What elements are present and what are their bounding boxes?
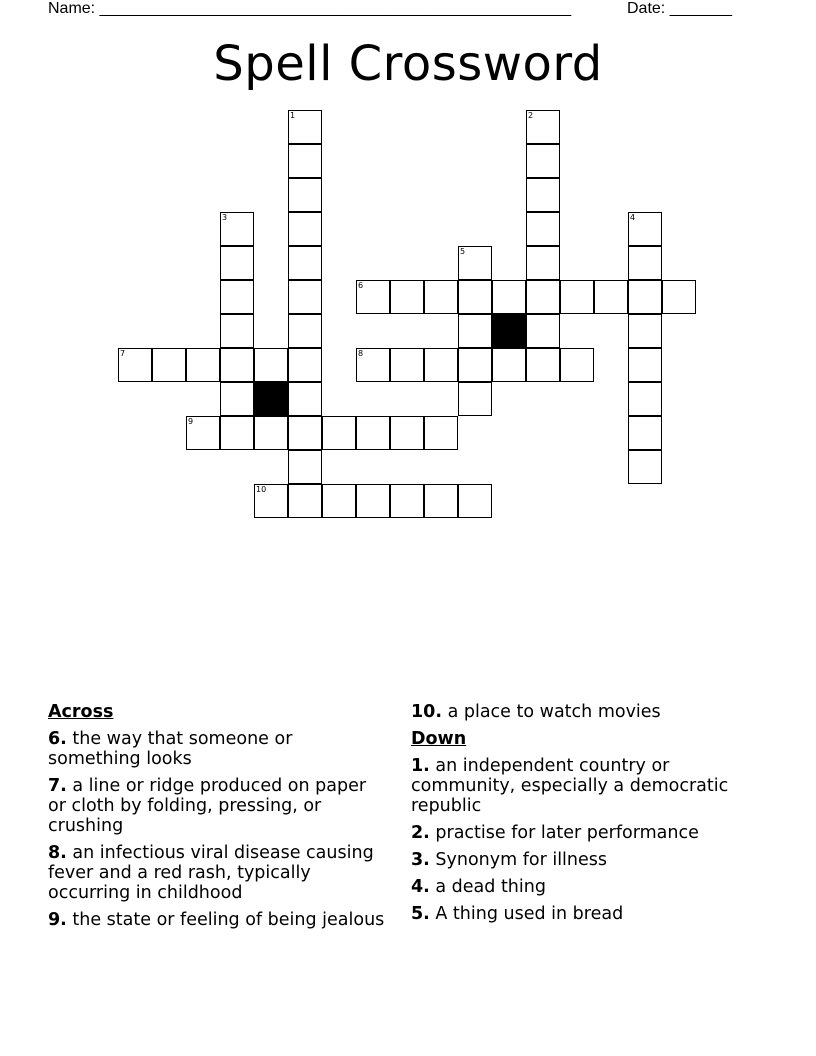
clue-number: 5 [460, 247, 466, 256]
grid-cell[interactable] [526, 280, 560, 314]
grid-cell[interactable] [356, 484, 390, 518]
clue-down-3: 3. Synonym for illness [411, 850, 608, 870]
clue-number: 6 [358, 281, 364, 290]
clue-number: 8 [358, 349, 364, 358]
grid-cell-6[interactable] [356, 280, 390, 314]
clue-across-10: 10. a place to watch movies [411, 702, 661, 722]
grid-cell[interactable] [288, 450, 322, 484]
grid-cell[interactable] [458, 280, 492, 314]
clue-down-1: 1. an independent country or community, especially a democratic republic [411, 756, 729, 816]
grid-cell[interactable] [628, 246, 662, 280]
grid-cell[interactable] [560, 280, 594, 314]
grid-cell[interactable] [628, 382, 662, 416]
grid-cell[interactable] [628, 314, 662, 348]
grid-cell[interactable] [220, 280, 254, 314]
clue-down-2: 2. practise for later performance [411, 823, 699, 843]
grid-cell[interactable] [390, 348, 424, 382]
clue-down-4: 4. a dead thing [411, 877, 546, 897]
clue-number: 3 [222, 213, 228, 222]
clue-number: 2 [528, 111, 534, 120]
grid-cell[interactable] [492, 348, 526, 382]
clue-across-8: 8. an infectious viral disease causing fever and a red rash, typically occurring in childhood [48, 843, 374, 903]
grid-cell[interactable] [288, 246, 322, 280]
grid-cell[interactable] [288, 484, 322, 518]
grid-cell[interactable] [288, 144, 322, 178]
grid-cell[interactable] [628, 280, 662, 314]
grid-cell[interactable] [390, 416, 424, 450]
grid-cell[interactable] [288, 382, 322, 416]
grid-cell[interactable] [288, 348, 322, 382]
grid-cell[interactable] [288, 314, 322, 348]
grid-cell[interactable] [220, 246, 254, 280]
date-field: Date: _______ [627, 0, 732, 17]
grid-cell[interactable] [458, 314, 492, 348]
clue-across-6: 6. the way that someone or something looks [48, 729, 293, 769]
grid-cell[interactable] [628, 348, 662, 382]
grid-cell-2[interactable] [526, 110, 560, 144]
grid-cell[interactable] [458, 382, 492, 416]
grid-cell[interactable] [560, 348, 594, 382]
grid-cell[interactable] [492, 280, 526, 314]
grid-cell[interactable] [390, 280, 424, 314]
grid-cell[interactable] [220, 382, 254, 416]
grid-cell[interactable] [356, 416, 390, 450]
grid-cell[interactable] [288, 212, 322, 246]
clue-number: 10 [256, 485, 267, 494]
grid-cell[interactable] [526, 178, 560, 212]
grid-cell[interactable] [322, 416, 356, 450]
grid-cell-4[interactable] [628, 212, 662, 246]
grid-cell-10[interactable] [254, 484, 288, 518]
grid-cell[interactable] [322, 484, 356, 518]
clue-column-right [411, 702, 771, 931]
grid-cell[interactable] [526, 144, 560, 178]
grid-cell[interactable] [526, 246, 560, 280]
clue-number: 9 [188, 417, 194, 426]
grid-cell[interactable] [628, 450, 662, 484]
grid-cell[interactable] [288, 280, 322, 314]
grid-cell[interactable] [424, 280, 458, 314]
grid-cell[interactable] [254, 348, 288, 382]
grid-cell[interactable] [288, 178, 322, 212]
grid-cell[interactable] [288, 416, 322, 450]
grid-cell[interactable] [424, 484, 458, 518]
grid-cell[interactable] [186, 348, 220, 382]
clue-column-left [48, 702, 388, 937]
grid-cell[interactable] [458, 348, 492, 382]
grid-cell-7[interactable] [118, 348, 152, 382]
grid-cell[interactable] [526, 212, 560, 246]
grid-cell[interactable] [254, 416, 288, 450]
grid-cell[interactable] [424, 416, 458, 450]
grid-cell[interactable] [526, 314, 560, 348]
grid-cell-5[interactable] [458, 246, 492, 280]
page-title: Spell Crossword [213, 36, 603, 92]
grid-cell-8[interactable] [356, 348, 390, 382]
grid-cell[interactable] [220, 416, 254, 450]
grid-cell[interactable] [390, 484, 424, 518]
across-heading: Across [48, 702, 114, 722]
down-heading: Down [411, 729, 467, 749]
grid-cell[interactable] [628, 416, 662, 450]
grid-block [492, 314, 526, 348]
grid-cell[interactable] [458, 484, 492, 518]
grid-cell-9[interactable] [186, 416, 220, 450]
grid-cell[interactable] [662, 280, 696, 314]
clue-down-5: 5. A thing used in bread [411, 904, 624, 924]
grid-cell[interactable] [526, 348, 560, 382]
clue-number: 1 [290, 111, 296, 120]
grid-cell[interactable] [220, 314, 254, 348]
grid-cell-3[interactable] [220, 212, 254, 246]
grid-cell-1[interactable] [288, 110, 322, 144]
clue-across-9: 9. the state or feeling of being jealous [48, 910, 385, 930]
grid-block [254, 382, 288, 416]
grid-cell[interactable] [424, 348, 458, 382]
grid-cell[interactable] [594, 280, 628, 314]
clue-number: 4 [630, 213, 636, 222]
grid-cell[interactable] [152, 348, 186, 382]
clue-number: 7 [120, 349, 126, 358]
grid-cell[interactable] [220, 348, 254, 382]
clue-across-7: 7. a line or ridge produced on paper or cloth by folding, pressing, or crushing [48, 776, 367, 836]
name-field: Name: _____________________________________________________ [48, 0, 572, 17]
